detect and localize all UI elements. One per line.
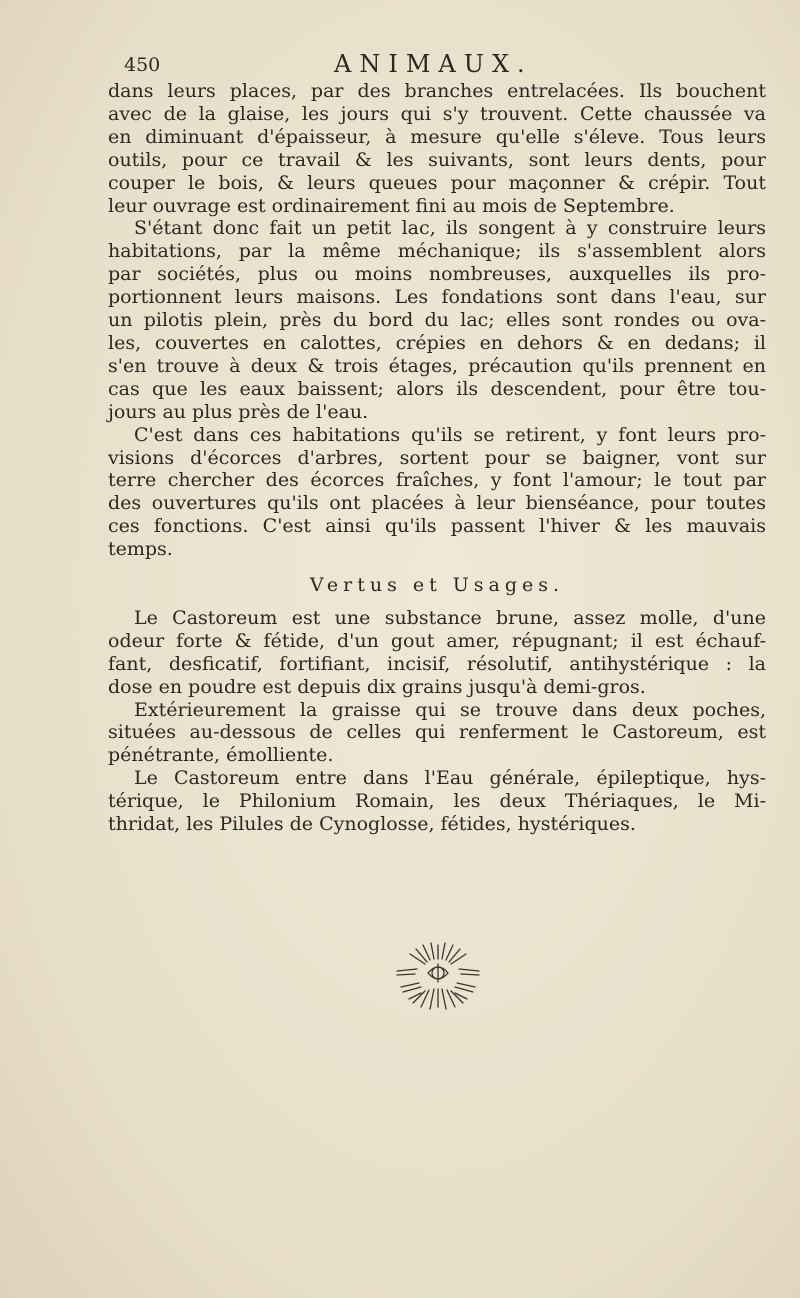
text-line: portionnent leurs maisons. Les fondations sont dans l'eau, sur: [108, 286, 766, 309]
page-number: 450: [124, 54, 161, 76]
text-line: terre chercher des écorces fraîches, y font l'amour; le tout par: [108, 469, 766, 492]
text-line: C'est dans ces habitations qu'ils se retirent, y font leurs pro-: [134, 423, 766, 446]
text-line: s'en trouve à deux & trois étages, précaution qu'ils prennent en: [108, 354, 766, 377]
text-line: Le Castoreum entre dans l'Eau générale, épileptique, hys-: [134, 767, 766, 790]
text-line: leur ouvrage est ordinairement fini au mois de Septembre.: [108, 194, 675, 217]
text-line: par sociétés, plus ou moins nombreuses, auxquelles ils pro-: [108, 263, 766, 286]
text-line: fant, desficatif, fortifiant, incisif, résolutif, antihystérique : la: [108, 652, 766, 675]
text-line: ces fonctions. C'est ainsi qu'ils passent l'hiver & les mauvais: [108, 515, 766, 538]
text-line: thridat, les Pilules de Cynoglosse, fétides, hystériques.: [108, 813, 636, 836]
floral-tailpiece-icon: [383, 937, 493, 1029]
body-text: [108, 80, 766, 836]
text-line: odeur forte & fétide, d'un gout amer, répugnant; il est échauf-: [108, 629, 766, 652]
text-line: S'étant donc fait un petit lac, ils songent à y construire leurs: [134, 217, 766, 240]
text-line: cas que les eaux baissent; alors ils descendent, pour être tou-: [108, 377, 766, 400]
text-line: en diminuant d'épaisseur, à mesure qu'elle s'éleve. Tous leurs: [108, 125, 766, 148]
text-line: temps.: [108, 538, 173, 561]
text-line: pénétrante, émolliente.: [108, 744, 334, 767]
text-line: dose en poudre est depuis dix grains jusqu'à demi-gros.: [108, 675, 646, 698]
text-line: avec de la glaise, les jours qui s'y trouvent. Cette chaussée va: [108, 102, 766, 125]
text-line: Extérieurement la graisse qui se trouve dans deux poches,: [134, 698, 766, 721]
text-line: visions d'écorces d'arbres, sortent pour se baigner, vont sur: [108, 446, 766, 469]
running-title: ANIMAUX.: [334, 50, 533, 78]
text-line: habitations, par la même méchanique; ils s'assemblent alors: [108, 240, 766, 263]
section-heading: Vertus et Usages.: [309, 574, 565, 597]
text-line: outils, pour ce travail & les suivants, sont leurs dents, pour: [108, 148, 766, 171]
text-line: couper le bois, & leurs queues pour maçonner & crépir. Tout: [108, 171, 766, 194]
text-line: situées au-dessous de celles qui renferment le Castoreum, est: [108, 721, 766, 744]
text-line: térique, le Philonium Romain, les deux Thériaques, le Mi-: [108, 790, 766, 813]
text-line: des ouvertures qu'ils ont placées à leur bienséance, pour toutes: [108, 492, 766, 515]
text-line: jours au plus près de l'eau.: [108, 400, 369, 423]
text-line: un pilotis plein, près du bord du lac; elles sont rondes ou ova-: [108, 309, 766, 332]
text-line: dans leurs places, par des branches entrelacées. Ils bouchent: [108, 80, 766, 102]
text-line: Le Castoreum est une substance brune, assez molle, d'une: [134, 606, 766, 629]
text-line: les, couvertes en calottes, crépies en dehors & en dedans; il: [108, 331, 766, 354]
